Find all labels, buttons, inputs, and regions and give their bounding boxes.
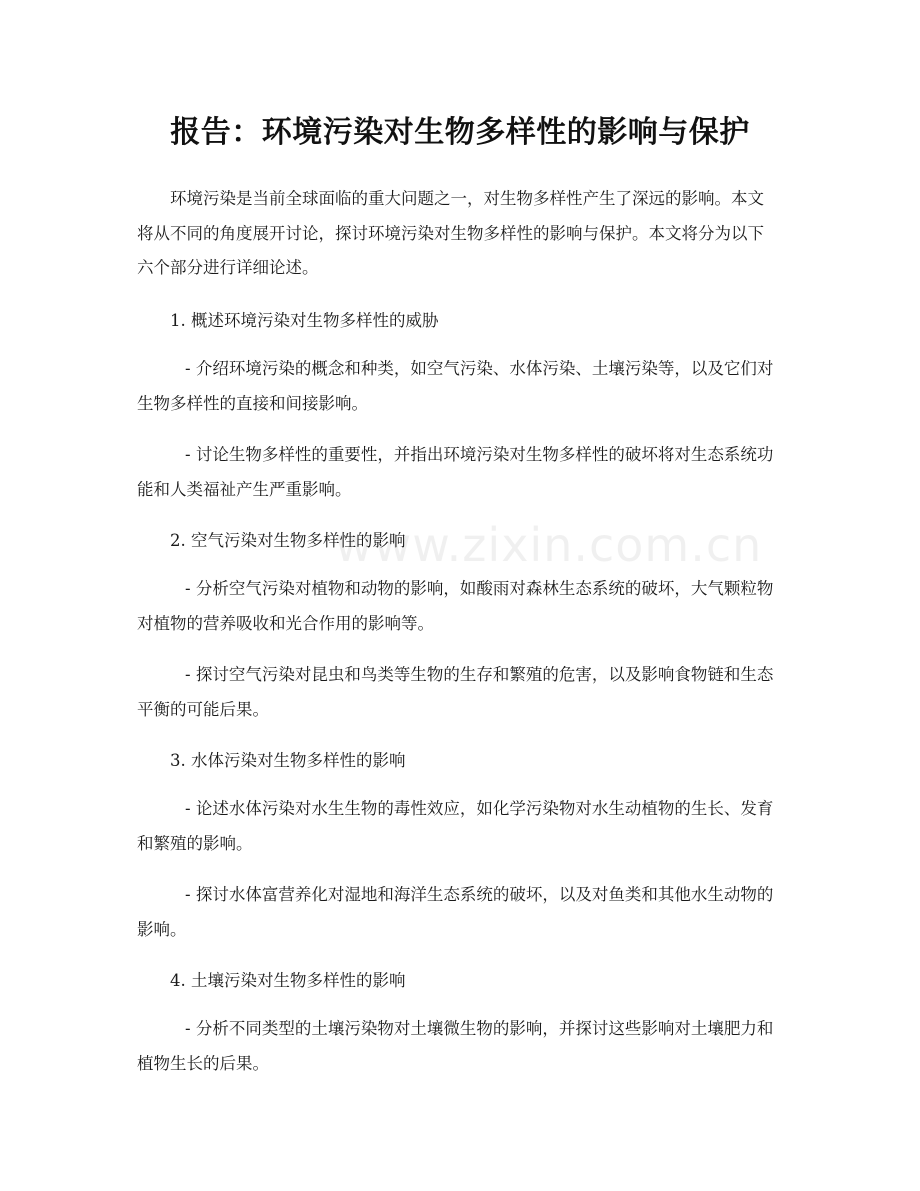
watermark-text: www.zixin.com.cn (335, 518, 763, 572)
section-4-heading: 4. 土壤污染对生物多样性的影响 (170, 971, 406, 990)
section-3-point-2: - 探讨水体富营养化对湿地和海洋生态系统的破坏，以及对鱼类和其他水生动物的影响。 (137, 885, 774, 939)
section-1-heading: 1. 概述环境污染对生物多样性的威胁 (170, 311, 439, 330)
section-2-heading: 2. 空气污染对生物多样性的影响 (170, 531, 406, 550)
section-4-point-1: - 分析不同类型的土壤污染物对土壤微生物的影响，并探讨这些影响对土壤肥力和植物生长的后果。 (137, 1019, 774, 1073)
intro-paragraph: 环境污染是当前全球面临的重大问题之一，对生物多样性产生了深远的影响。本文将从不同的角度展开讨论，探讨环境污染对生物多样性的影响与保护。本文将分为以下六个部分进行详细论述。 (137, 189, 764, 277)
section-2-point-2: - 探讨空气污染对昆虫和鸟类等生物的生存和繁殖的危害，以及影响食物链和生态平衡的可能后果。 (137, 665, 774, 719)
section-1-point-2: - 讨论生物多样性的重要性，并指出环境污染对生物多样性的破坏将对生态系统功能和人类福祉产生严重影响。 (137, 445, 774, 499)
section-2-point-1: - 分析空气污染对植物和动物的影响，如酸雨对森林生态系统的破坏，大气颗粒物对植物的营养吸收和光合作用的影响等。 (137, 579, 774, 633)
page-title: 报告：环境污染对生物多样性的影响与保护 (170, 115, 750, 150)
section-1-point-1: - 介绍环境污染的概念和种类，如空气污染、水体污染、土壤污染等，以及它们对生物多样性的直接和间接影响。 (137, 359, 774, 413)
section-3-point-1: - 论述水体污染对水生生物的毒性效应，如化学污染物对水生动植物的生长、发育和繁殖的影响。 (137, 799, 774, 853)
section-3-heading: 3. 水体污染对生物多样性的影响 (170, 751, 406, 770)
